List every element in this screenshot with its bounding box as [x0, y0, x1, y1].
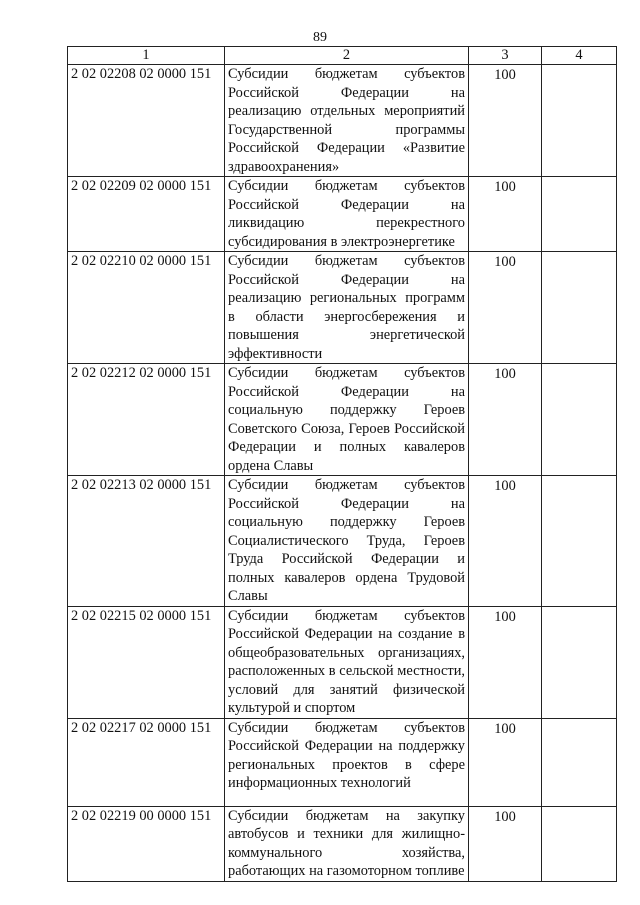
row-extra	[542, 718, 617, 806]
row-code: 2 02 02219 00 0000 151	[68, 806, 225, 881]
row-code: 2 02 02217 02 0000 151	[68, 718, 225, 806]
row-description: Субсидии бюджетам субъектов Российской Федерации на социальную поддержку Героев Советского Союза, Героев Российской Федерации и полных кавалеров ордена Славы	[225, 364, 469, 476]
row-extra	[542, 364, 617, 476]
row-description: Субсидии бюджетам на закупку автобусов и техники для жилищно-коммунального хозяйства, работающих на газомоторном топливе	[225, 806, 469, 881]
table-header-row	[68, 47, 617, 65]
row-value	[469, 364, 542, 476]
row-code: 2 02 02208 02 0000 151	[68, 65, 225, 177]
row-description: Субсидии бюджетам субъектов Российской Федерации на поддержку региональных проектов в сфере информационных технологий	[225, 718, 469, 806]
row-extra	[542, 476, 617, 607]
table-row	[68, 364, 617, 476]
row-code: 2 02 02210 02 0000 151	[68, 252, 225, 364]
row-value	[469, 252, 542, 364]
table-row	[68, 252, 617, 364]
page-number: 89	[313, 30, 327, 45]
row-extra	[542, 177, 617, 252]
row-description: Субсидии бюджетам субъектов Российской Федерации на реализацию отдельных мероприятий Государственной программы Российской Федерации «Развитие здравоохранения»	[225, 65, 469, 177]
row-description: Субсидии бюджетам субъектов Российской Федерации на ликвидацию перекрестного субсидирования в электроэнергетике	[225, 177, 469, 252]
table-row	[68, 718, 617, 806]
row-value	[469, 718, 542, 806]
row-value-text: 100	[494, 254, 516, 270]
row-value	[469, 476, 542, 607]
row-value-text: 100	[494, 366, 516, 382]
row-value-text: 100	[494, 808, 516, 825]
row-value	[469, 65, 542, 177]
row-description: Субсидии бюджетам субъектов Российской Федерации на социальную поддержку Героев Социалистического Труда, Героев Труда Российской Федерации и полных кавалеров ордена Трудовой Славы	[225, 476, 469, 607]
row-value-text: 100	[494, 67, 516, 83]
row-value-text: 100	[494, 478, 516, 494]
table-row	[68, 177, 617, 252]
row-value-text: 100	[494, 179, 516, 195]
row-extra	[542, 252, 617, 364]
row-value	[469, 606, 542, 718]
row-extra	[542, 806, 617, 881]
row-value	[469, 806, 542, 881]
row-code: 2 02 02209 02 0000 151	[68, 177, 225, 252]
row-code: 2 02 02215 02 0000 151	[68, 606, 225, 718]
table-row	[68, 606, 617, 718]
column-header-1: 1	[68, 47, 225, 65]
row-value-text: 100	[494, 720, 516, 737]
column-header-3: 3	[469, 47, 542, 65]
table-row	[68, 65, 617, 177]
row-description: Субсидии бюджетам субъектов Российской Федерации на реализацию региональных программ в области энергосбережения и повышения энергетической эффективности	[225, 252, 469, 364]
row-code: 2 02 02213 02 0000 151	[68, 476, 225, 607]
column-header-4: 4	[542, 47, 617, 65]
row-value	[469, 177, 542, 252]
table-row	[68, 806, 617, 881]
row-value-text: 100	[494, 608, 516, 625]
table-row	[68, 476, 617, 607]
row-extra	[542, 606, 617, 718]
row-code: 2 02 02212 02 0000 151	[68, 364, 225, 476]
row-description: Субсидии бюджетам субъектов Российской Федерации на создание в общеобразовательных организациях, расположенных в сельской местности, условий для занятий физической культурой и спортом	[225, 606, 469, 718]
column-header-2: 2	[225, 47, 469, 65]
budget-table	[67, 46, 617, 882]
row-extra	[542, 65, 617, 177]
